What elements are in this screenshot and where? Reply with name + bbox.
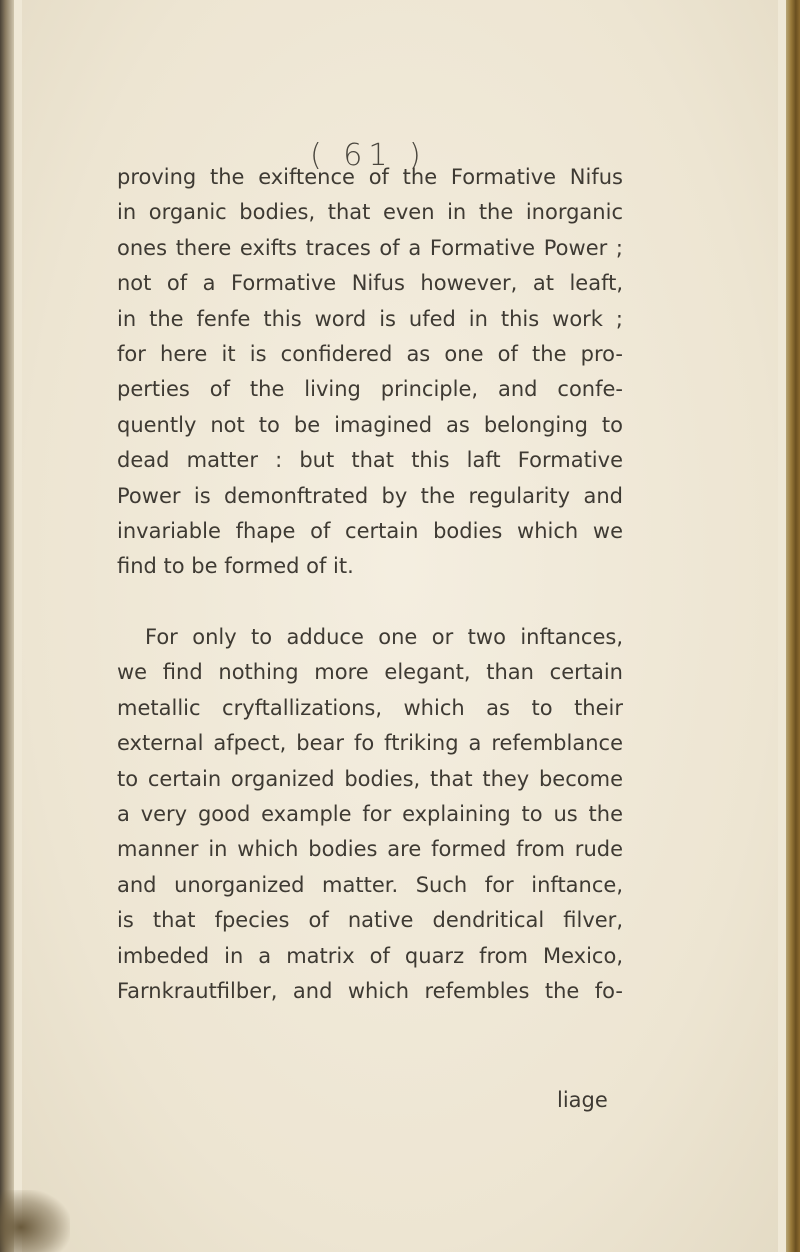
text-line: Power is demonftrated by the regularity and — [117, 483, 623, 508]
text-line: metallic cryftallizations, which as to their — [117, 695, 623, 720]
text-line: imbeded in a matrix of quarz from Mexico, — [117, 943, 623, 968]
catchword: liage — [557, 1088, 608, 1112]
page-stain — [0, 1190, 70, 1252]
text-line: For only to adduce one or two inftances, — [145, 624, 623, 649]
text-line: and unorganized matter. Such for inftance, — [117, 872, 623, 897]
text-line: external afpect, bear fo ftriking a refemblance — [117, 731, 623, 756]
text-line: in organic bodies, that even in the inorganic — [117, 200, 623, 225]
text-line: is that fpecies of native dendritical filver, — [117, 908, 623, 933]
text-line: in the fenfe this word is ufed in this work ; — [117, 306, 623, 331]
page-body — [117, 160, 623, 1009]
page-number: ( 61 ) — [310, 138, 427, 173]
text-line: Farnkrautfilber, and which refembles the fo- — [117, 978, 623, 1003]
text-line: a very good example for explaining to us the — [117, 801, 623, 826]
text-line: to certain organized bodies, that they become — [117, 766, 623, 791]
text-line: find to be formed of it. — [117, 554, 354, 579]
text-line: we find nothing more elegant, than certain — [117, 660, 623, 685]
text-line: ones there exifts traces of a Formative Power ; — [117, 235, 623, 260]
text-line: manner in which bodies are formed from rude — [117, 837, 623, 862]
text-line: not of a Formative Nifus however, at leaft, — [117, 271, 623, 296]
book-edge-right — [786, 0, 800, 1252]
paragraph-gap — [117, 585, 623, 620]
text-line: quently not to be imagined as belonging to — [117, 412, 623, 437]
text-line: dead matter : but that this laft Formative — [117, 448, 623, 473]
text-line: invariable fhape of certain bodies which we — [117, 519, 623, 544]
book-gutter-left — [0, 0, 14, 1252]
text-line: perties of the living principle, and confe- — [117, 377, 623, 402]
text-line: for here it is confidered as one of the pro- — [117, 342, 623, 367]
text-line: proving the exiftence of the Formative Nifus — [117, 165, 623, 189]
